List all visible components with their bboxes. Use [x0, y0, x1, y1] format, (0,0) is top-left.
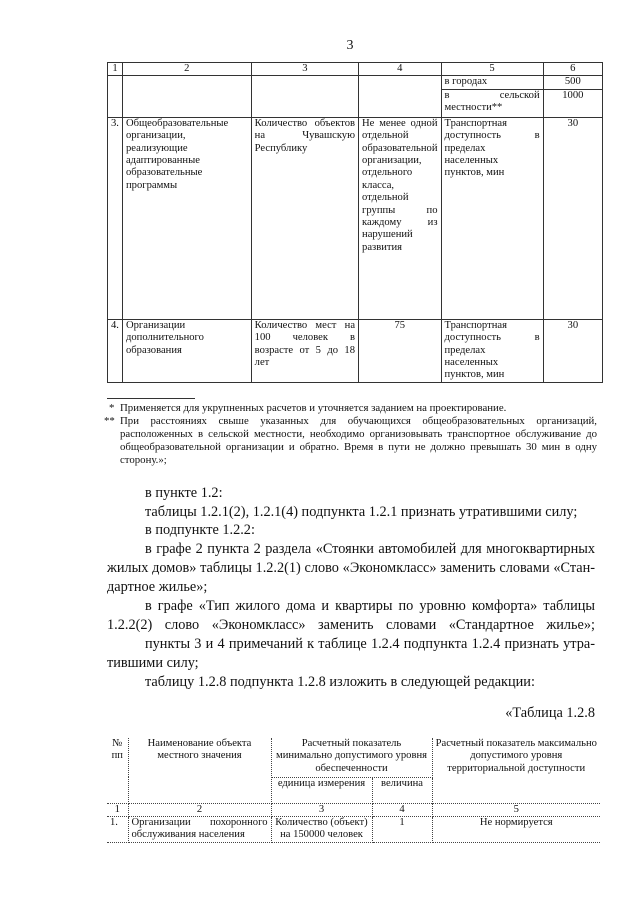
body-line: в пункте 1.2:: [145, 485, 223, 501]
col-number: 5: [441, 63, 543, 76]
table-row: [108, 117, 603, 319]
table-1-2-8: [107, 738, 600, 843]
body-line: таблицы 1.2.1(2), 1.2.1(4) подпункта 1.2.1 признать утратившими силу;: [145, 504, 578, 520]
value: 1: [372, 816, 432, 842]
col-number: 2: [128, 803, 271, 816]
object-name: Организации дополнительного образования: [122, 319, 251, 382]
footnote-mark: *: [109, 402, 115, 414]
col-number: 2: [122, 63, 251, 76]
table-row: [107, 816, 600, 842]
object-name: Общеобразовательные организации, реализующие адаптированные образовательные программы: [122, 117, 251, 319]
col-number: 5: [432, 803, 600, 816]
body-line: в подпункте 1.2.2:: [145, 522, 255, 538]
page-number: 3: [346, 38, 354, 53]
body-line: тившими силу;: [107, 655, 199, 671]
table-row: [108, 63, 603, 76]
table-row: [108, 76, 603, 89]
header-min-level: Расчетный показатель минимально допустимого уровня обеспеченности: [271, 738, 432, 777]
header-number: № пп: [107, 738, 128, 803]
body-line: в графе «Тип жилого дома и квартиры по уровню комфорта» таблицы: [145, 598, 595, 614]
footnote-text: При расстояниях свыше указанных для обучающихся общеобразовательных организаций, расположенных в сельской местности, необходимо организовывать транспортное обслуживание до общеобразовательной организации и обратно. Время в пути не должно превышать 30 мин в одну сторону.»;: [120, 415, 597, 466]
body-line: таблицу 1.2.8 подпункта 1.2.8 изложить в следующей редакции:: [145, 674, 535, 690]
row-number: 3.: [108, 117, 123, 319]
body-line: пункты 3 и 4 примечаний к таблице 1.2.4 подпункта 1.2.4 признать утра-: [145, 636, 595, 652]
row-number: 1.: [107, 816, 128, 842]
footnote-text: Применяется для укрупненных расчетов и уточняется заданием на проектирование.: [120, 402, 507, 414]
accessibility: Транспортная доступность в пределах населенных пунктов, мин: [441, 117, 543, 319]
cell: в сельской местности**: [441, 89, 543, 117]
table-row: [108, 319, 603, 382]
body-line: жилых домов» таблицы 1.2.2(1) слово «Экономкласс» заменить словами «Стан-: [107, 560, 595, 576]
cell: 1000: [543, 89, 602, 117]
cell: 500: [543, 76, 602, 89]
body-line: 1.2.2(2) слово «Экономкласс» заменить словами «Стандартное жилье»;: [107, 617, 595, 633]
header-value: величина: [372, 777, 432, 803]
table-row: [107, 803, 600, 816]
value: Не менее одной отдельной образовательной организации, отдельного класса, отдельной группы по каждому из нарушений развития: [359, 117, 441, 319]
body-line: в графе 2 пункта 2 раздела «Стоянки автомобилей для многоквартирных: [145, 541, 595, 557]
value: 75: [359, 319, 441, 382]
header-max-level: Расчетный показатель максимально допустимого уровня территориальной доступности: [432, 738, 600, 803]
col-number: 4: [372, 803, 432, 816]
table-header-row: [107, 738, 600, 777]
accessibility-value: 30: [543, 117, 602, 319]
body-line: дартное жилье»;: [107, 579, 208, 595]
accessibility: Не нормируется: [432, 816, 600, 842]
unit: Количество объектов на Чувашскую Республику: [251, 117, 358, 319]
col-number: 1: [108, 63, 123, 76]
col-number: 1: [107, 803, 128, 816]
footnote-mark: **: [104, 415, 115, 427]
col-number: 3: [251, 63, 358, 76]
col-number: 3: [271, 803, 372, 816]
row-number: 4.: [108, 319, 123, 382]
table-continuation: [107, 62, 603, 383]
cell: в городах: [441, 76, 543, 89]
col-number: 4: [359, 63, 441, 76]
header-name: Наименование объекта местного значения: [128, 738, 271, 803]
object-name: Организации похоронного обслуживания населения: [128, 816, 271, 842]
unit: Количество (объект) на 150000 человек: [271, 816, 372, 842]
accessibility-value: 30: [543, 319, 602, 382]
header-unit: единица измерения: [271, 777, 372, 803]
table-caption: «Таблица 1.2.8: [505, 705, 595, 721]
col-number: 6: [543, 63, 602, 76]
accessibility: Транспортная доступность в пределах населенных пунктов, мин: [441, 319, 543, 382]
unit: Количество мест на 100 человек в возрасте от 5 до 18 лет: [251, 319, 358, 382]
footnote-separator: [107, 398, 195, 399]
